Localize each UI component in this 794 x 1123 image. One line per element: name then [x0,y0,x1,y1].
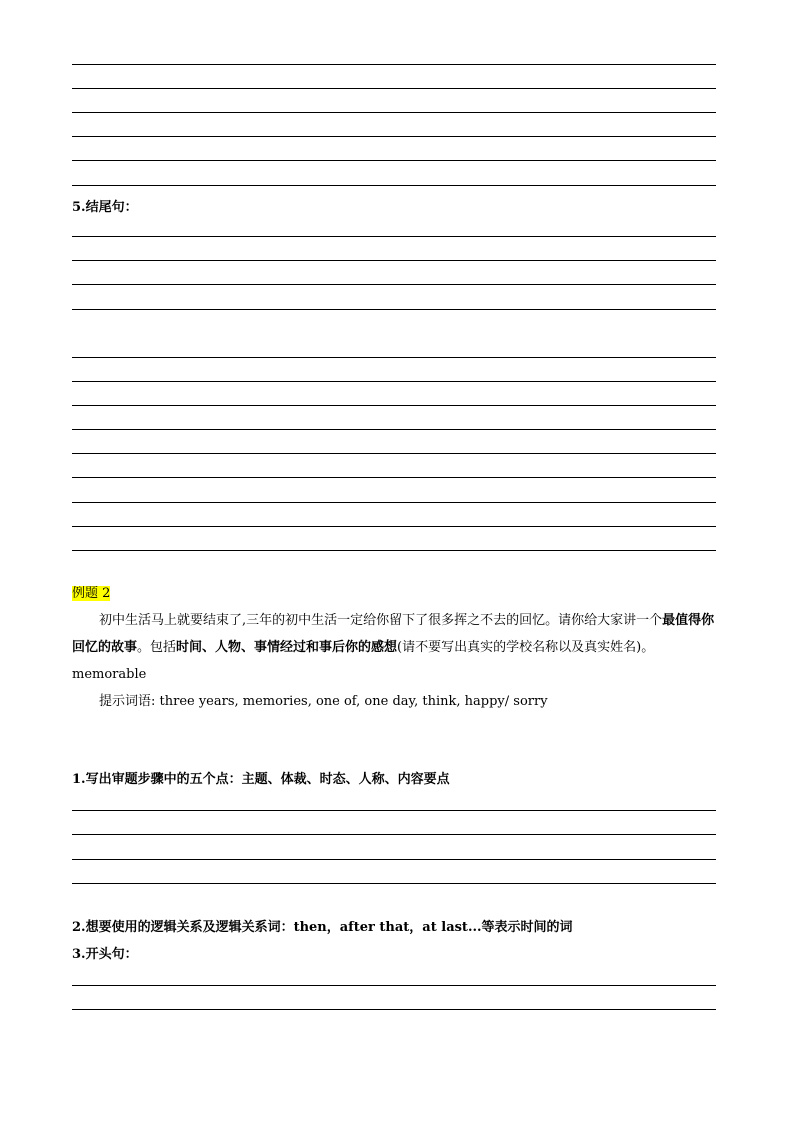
answer-line [72,550,716,551]
step-1-label: 1.写出审题步骤中的五个点：主题、体裁、时态、人称、内容要点 [72,772,450,787]
answer-line [72,883,716,884]
answer-line [72,309,716,310]
answer-line [72,185,716,186]
answer-line [72,160,716,161]
answer-line [72,477,716,478]
step-3-label: 3.开头句： [72,947,138,962]
answer-line [72,284,716,285]
answer-line [72,112,716,113]
section-5-label: 5.结尾句： [72,200,138,215]
answer-line [72,260,716,261]
answer-line [72,985,716,986]
answer-line [72,381,716,382]
answer-line [72,136,716,137]
example-2-prompt: 初中生活马上就要结束了,三年的初中生活一定给你留下了很多挥之不去的回忆。请你给大家讲一个最值得你回忆的故事。包括时间、人物、事情经过和事后你的感想(请不要写出真实的学校名称以及真实姓名)。memorable [72,613,715,682]
answer-line [72,526,716,527]
answer-line [72,64,716,65]
answer-line [72,810,716,811]
example-2-title: 例题 2 [72,586,111,601]
answer-line [72,453,716,454]
answer-line [72,88,716,89]
answer-line [72,834,716,835]
answer-line [72,236,716,237]
step-2-label: 2.想要使用的逻辑关系及逻辑关系词：then，after that，at last...等表示时间的词 [72,920,573,935]
answer-line [72,429,716,430]
answer-line [72,502,716,503]
example-2-hint: 提示词语: three years, memories, one of, one day, think, happy/ sorry [99,694,548,709]
answer-line [72,859,716,860]
example-2-block [72,580,722,715]
answer-line [72,405,716,406]
answer-line [72,1009,716,1010]
answer-line [72,357,716,358]
